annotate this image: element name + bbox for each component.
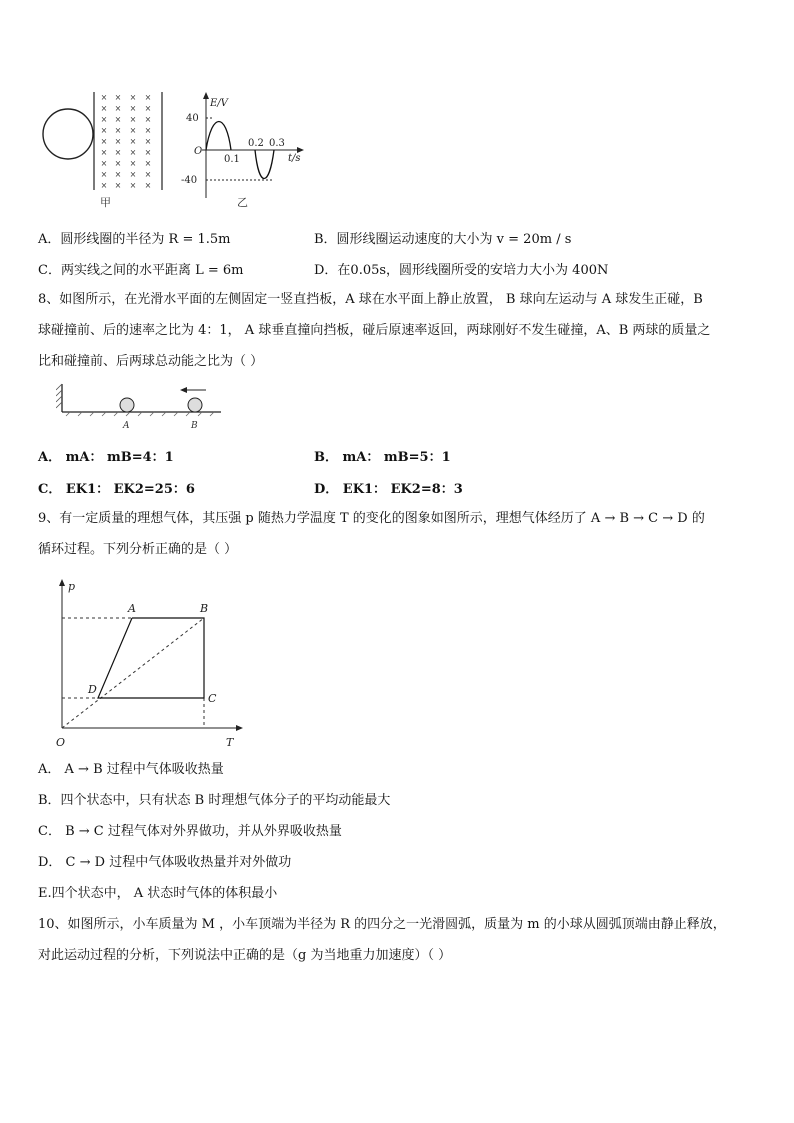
q8-figure	[56, 380, 236, 432]
svg-text:×: ×	[100, 93, 108, 102]
t3-label: 0.3	[269, 138, 285, 149]
svg-text:×: ×	[144, 170, 152, 179]
svg-text:×: ×	[144, 126, 152, 135]
q9-stem-line: 9、有一定质量的理想气体，其压强 p 随热力学温度 T 的变化的图象如图所示，理想气体经历了 A → B → C → D 的	[38, 511, 705, 526]
y-neg-label: -40	[181, 175, 198, 186]
t-axis-label: T	[226, 736, 234, 749]
q9-stem	[38, 503, 758, 565]
q10-stem	[38, 909, 758, 971]
q9-option-a: A． A → B 过程中气体吸收热量	[38, 762, 224, 777]
svg-text:×: ×	[100, 104, 108, 113]
svg-text:×: ×	[100, 159, 108, 168]
q7-option-a: A．圆形线圈的半径为 R = 1.5m	[38, 232, 231, 247]
q7-option-c: C．两实线之间的水平距离 L = 6m	[38, 263, 244, 278]
y-pos-label: 40	[186, 113, 199, 124]
svg-text:×: ×	[144, 181, 152, 190]
q8-stem-line: 8、如图所示，在光滑水平面的左侧固定一竖直挡板，A 球在水平面上静止放置， B 球向左运动与 A 球发生正碰，B	[38, 292, 703, 307]
svg-text:×: ×	[114, 115, 122, 124]
ball-a	[120, 398, 134, 412]
q9-pt-graph	[50, 572, 250, 752]
svg-text:×: ×	[100, 181, 108, 190]
q7-figure	[40, 86, 320, 214]
svg-text:×: ×	[129, 126, 137, 135]
svg-text:×: ×	[100, 137, 108, 146]
q9-option-d: D． C → D 过程中气体吸收热量并对外做功	[38, 855, 292, 870]
q8-option-b: B． mA： mB=5：1	[314, 450, 451, 465]
q9-stem-line: 循环过程。下列分析正确的是（ ）	[38, 542, 238, 557]
svg-text:×: ×	[129, 104, 137, 113]
svg-text:×: ×	[114, 170, 122, 179]
svg-text:×: ×	[144, 148, 152, 157]
svg-text:×: ×	[129, 93, 137, 102]
e-axis-label: E/V	[210, 98, 228, 109]
svg-text:×: ×	[129, 159, 137, 168]
coil-loop	[43, 109, 93, 159]
svg-text:×: ×	[144, 159, 152, 168]
svg-text:×: ×	[114, 148, 122, 157]
point-a-label: A	[128, 602, 136, 615]
point-b-label: B	[200, 602, 209, 615]
p-axis-label: p	[68, 580, 76, 593]
svg-text:×: ×	[144, 137, 152, 146]
q7-option-d: D．在0.05s，圆形线圈所受的安培力大小为 400N	[314, 263, 609, 278]
svg-text:×: ×	[129, 137, 137, 146]
svg-text:×: ×	[114, 126, 122, 135]
q9-option-c: C． B → C 过程气体对外界做功，并从外界吸收热量	[38, 824, 342, 839]
q10-stem-line: 10、如图所示，小车质量为 M ，小车顶端为半径为 R 的四分之一光滑圆弧，质量为 m 的小球从圆弧顶端由静止释放，	[38, 917, 726, 932]
cycle-path	[98, 618, 204, 698]
dashed-diagonal	[62, 618, 204, 728]
origin-label: O	[194, 146, 203, 157]
ball-b	[188, 398, 202, 412]
label-a: A	[123, 421, 130, 431]
svg-text:×: ×	[114, 159, 122, 168]
svg-text:×: ×	[129, 115, 137, 124]
q8-stem-line: 球碰撞前、后的速率之比为 4：1， A 球垂直撞向挡板，碰后原速率返回，两球刚好不发生碰撞，A、B 两球的质量之	[38, 323, 711, 338]
svg-text:×: ×	[129, 181, 137, 190]
svg-text:×: ×	[100, 148, 108, 157]
t2-label: 0.2	[248, 138, 264, 149]
svg-text:×: ×	[144, 104, 152, 113]
magnetic-field-crosses	[101, 93, 152, 190]
svg-text:×: ×	[144, 93, 152, 102]
svg-text:×: ×	[129, 148, 137, 157]
svg-text:×: ×	[100, 115, 108, 124]
svg-text:×: ×	[129, 170, 137, 179]
q8-option-a: A． mA： mB=4：1	[38, 450, 174, 465]
point-d-label: D	[88, 683, 97, 696]
fig-label-yi: 乙	[237, 196, 248, 209]
origin-label: O	[56, 736, 66, 749]
point-c-label: C	[208, 692, 217, 705]
t-axis-label: t/s	[288, 153, 301, 164]
label-b: B	[191, 421, 198, 431]
q8-option-d: D． EK1： EK2=8：3	[314, 482, 463, 497]
q8-stem	[38, 284, 758, 377]
svg-text:×: ×	[100, 126, 108, 135]
q7-option-b: B．圆形线圈运动速度的大小为 v = 20m / s	[314, 232, 572, 247]
svg-text:×: ×	[144, 115, 152, 124]
q10-stem-line: 对此运动过程的分析，下列说法中正确的是（g 为当地重力加速度）（ ）	[38, 948, 452, 963]
q8-stem-line: 比和碰撞前、后两球总动能之比为（ ）	[38, 354, 264, 369]
fig-label-jia: 甲	[100, 196, 111, 209]
svg-text:×: ×	[114, 93, 122, 102]
svg-text:×: ×	[114, 181, 122, 190]
q9-option-e: E.四个状态中， A 状态时气体的体积最小	[38, 886, 278, 901]
q9-option-b: B．四个状态中，只有状态 B 时理想气体分子的平均动能最大	[38, 793, 391, 808]
q8-option-c: C． EK1： EK2=25：6	[38, 482, 195, 497]
svg-text:×: ×	[100, 170, 108, 179]
t1-label: 0.1	[224, 154, 240, 165]
svg-text:×: ×	[114, 104, 122, 113]
svg-text:×: ×	[114, 137, 122, 146]
